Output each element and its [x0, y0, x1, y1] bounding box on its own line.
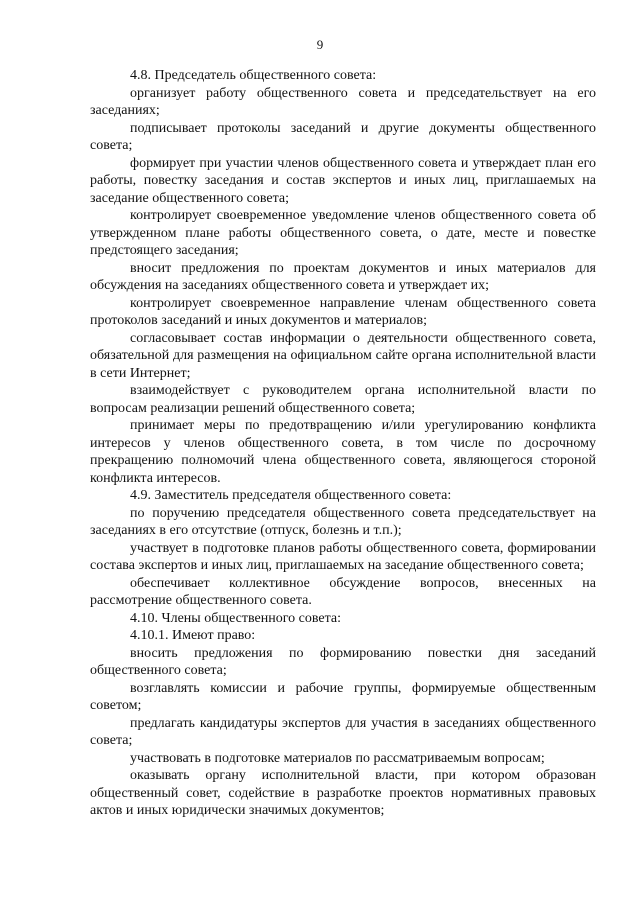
section-heading: 4.10. Члены общественного совета: [130, 610, 341, 626]
document-body [90, 67, 596, 820]
page-number: 9 [316, 37, 324, 52]
paragraph: по поручению председателя общественного совета председательствует на заседаниях в его отсутствие (отпуск, болезнь и т.п.); [90, 505, 596, 538]
paragraph: контролирует своевременное уведомление членов общественного совета об утвержденном плане работы общественного совета, о дате, месте и повестке предстоящего заседания; [90, 208, 596, 258]
paragraph: согласовывает состав информации о деятельности общественного совета, обязательной для размещения на официальном сайте органа исполнительной власти в сети Интернет; [90, 330, 596, 381]
paragraph: организует работу общественного совета и председательствует на его заседаниях; [90, 85, 596, 118]
paragraph: возглавлять комиссии и рабочие группы, формируемые общественным советом; [90, 680, 596, 713]
paragraph: оказывать органу исполнительной власти, при котором образован общественный совет, содействие в разработке проектов нормативных правовых актов и иных юридически значимых документов; [90, 768, 596, 818]
section-heading: 4.8. Председатель общественного совета: [130, 68, 377, 83]
paragraph: вносить предложения по формированию повестки дня заседаний общественного совета; [90, 645, 596, 678]
subsection-heading: 4.10.1. Имеют право: [130, 628, 256, 643]
paragraph: формирует при участии членов общественного совета и утверждает план его работы, повестку заседания и состав экспертов и иных лиц, приглашаемых на заседание общественного совета; [90, 155, 596, 206]
paragraph: участвует в подготовке планов работы общественного совета, формировании состава экспертов и иных лиц, приглашаемых на заседание общественного совета; [90, 540, 596, 573]
paragraph: обеспечивает коллективное обсуждение вопросов, внесенных на рассмотрение общественного совета. [90, 575, 596, 608]
paragraph: подписывает протоколы заседаний и другие документы общественного совета; [90, 120, 596, 153]
paragraph: участвовать в подготовке материалов по рассматриваемым вопросам; [130, 750, 545, 766]
paragraph: контролирует своевременное направление членам общественного совета протоколов заседаний и иных документов и материалов; [90, 295, 596, 328]
paragraph: принимает меры по предотвращению и/или урегулированию конфликта интересов у членов общественного совета, в том числе по досрочному прекращению полномочий члена общественного совета, являющегося стороной конфликта интересов. [90, 418, 596, 486]
section-heading: 4.9. Заместитель председателя общественного совета: [130, 488, 452, 503]
paragraph: предлагать кандидатуры экспертов для участия в заседаниях общественного совета; [90, 715, 596, 748]
paragraph: вносит предложения по проектам документов и иных материалов для обсуждения на заседаниях общественного совета и утверждает их; [90, 260, 596, 293]
paragraph: взаимодействует с руководителем органа исполнительной власти по вопросам реализации решений общественного совета; [90, 383, 596, 416]
